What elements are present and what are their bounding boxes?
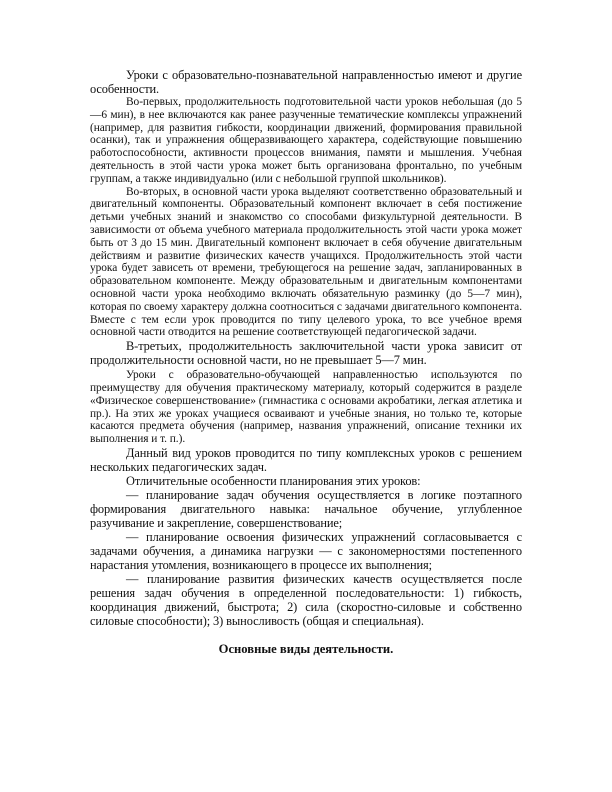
document-body (90, 68, 522, 656)
paragraph-educational-lessons: Уроки с образовательно-обучающей направленностью используются по преимуществу для обучения практическому материалу, который содержится в разделе «Физическое совершенствование» (гимнастика с основами акробатики, легкая атлетика и пр.). На этих же уроках учащиеся осваивают и учебные знания, но только те, которые касаются предмета обучения (например, названия упражнений, описание техники их выполнения и т. п.). (90, 369, 522, 446)
paragraph-third-point: В-третьих, продолжительность заключительной части урока зависит от продолжительности основной части, но не превышает 5—7 мин. (90, 339, 522, 368)
paragraph-first-point: Во-первых, продолжительность подготовительной части уроков небольшая (до 5—6 мин), в нее включаются как ранее разученные тематические комплексы упражнений (например, для развития гибкости, координации движений, формирования правильной осанки), так и упражнения общеразвивающего характера, содействующие повышению работоспособности, активности процессов внимания, памяти и мышления. Учебная деятельность в этой части урока может быть организована фронтально, по учебным группам, а также индивидуально (или с небольшой группой школьников). (90, 96, 522, 185)
section-heading: Основные виды деятельности. (218, 641, 394, 656)
paragraph-lesson-type: Данный вид уроков проводится по типу комплексных уроков с решением нескольких педагогических задач. (90, 445, 522, 474)
list-item-learning-tasks: — планирование задач обучения осуществляется в логике поэтапного формирования двигательного навыка: начальное обучение, углубленное разучивание и закрепление, совершенствование; (90, 487, 522, 530)
paragraph-intro: Уроки с образовательно-познавательной направленностью имеют и другие особенности. (90, 68, 522, 96)
paragraph-second-point: Во-вторых, в основной части урока выделяют соответственно образовательный и двигательный компоненты. Образовательный компонент включает в себя постижение детьми учебных знаний и знакомство со способами физкультурной деятельности. В зависимости от объема учебного материала продолжительность этой части урока может быть от 3 до 15 мин. Двигательный компонент включает в себя обучение двигательным действиям и развитие физических качеств учащихся. Продолжительность этой части урока будет зависеть от времени, требующегося на решение задач, запланированных в образовательном компоненте. Между образовательным и двигательным компонентами основной части урока необходимо включать обязательную разминку (до 5—7 мин), которая по своему характеру должна соотноситься с задачами двигательного компонента. Вместе с тем если урок проводится по типу целевого урока, то все учебное время основной части отводится на решение соответствующей педагогической задачи. (90, 185, 522, 339)
list-item-exercise-mastery: — планирование освоения физических упражнений согласовывается с задачами обучения, а динамика нагрузки — с закономерностями постепенного нарастания утомления, возникающего в процессе их выполнения; (90, 529, 522, 572)
list-item-physical-qualities: — планирование развития физических качеств осуществляется после решения задач обучения в определенной последовательности: 1) гибкость, координация движений, быстрота; 2) сила (скоростно-силовые и собственно силовые способности); 3) выносливость (общая и специальная). (90, 571, 522, 628)
paragraph-planning-features: Отличительные особенности планирования этих уроков: (126, 473, 421, 488)
